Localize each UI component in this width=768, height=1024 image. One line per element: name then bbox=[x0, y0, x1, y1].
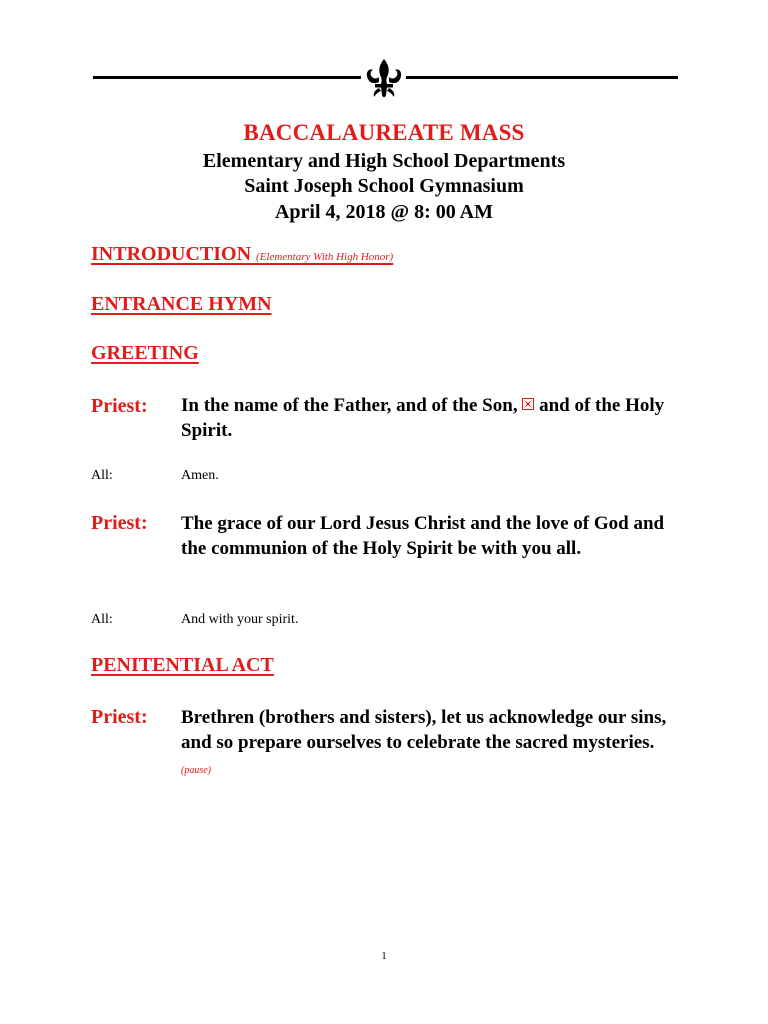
section-penitential-act: PENITENTIAL ACT bbox=[91, 654, 274, 676]
priest-speech-3 bbox=[181, 705, 681, 783]
introduction-note: (Elementary With High Honor) bbox=[256, 251, 394, 263]
priest-speech-3-text: Brethren (brothers and sisters), let us acknowledge our sins, and so prepare ourselves to celebrate the sacred mysteries. bbox=[181, 707, 667, 753]
priest-label-2: Priest: bbox=[91, 512, 148, 534]
response-label-1: All: bbox=[91, 468, 113, 483]
section-introduction-label: INTRODUCTION bbox=[91, 243, 252, 265]
priest-speech-1 bbox=[181, 393, 681, 443]
response-label-2: All: bbox=[91, 612, 113, 627]
pause-note: (pause) bbox=[181, 765, 211, 776]
date-line: April 4, 2018 @ 8: 00 AM bbox=[274, 201, 494, 223]
fleur-de-lis-icon bbox=[360, 55, 408, 103]
venue-line: Saint Joseph School Gymnasium bbox=[244, 175, 524, 197]
priest-label-1: Priest: bbox=[91, 395, 148, 417]
response-text-2: And with your spirit. bbox=[181, 612, 299, 627]
priest-speech-1-part-b: and of the Holy Spirit. bbox=[181, 395, 665, 441]
document-title: BACCALAUREATE MASS bbox=[243, 120, 525, 145]
response-text-1: Amen. bbox=[181, 468, 219, 483]
page-number: 1 bbox=[381, 950, 387, 962]
priest-speech-1-part-a: In the name of the Father, and of the Son, bbox=[181, 395, 523, 416]
ornament-rule-right bbox=[406, 76, 678, 79]
priest-speech-2: The grace of our Lord Jesus Christ and the love of God and the communion of the Holy Spirit be with you all. bbox=[181, 513, 665, 559]
section-entrance-hymn: ENTRANCE HYMN bbox=[91, 293, 272, 315]
section-greeting: GREETING bbox=[91, 342, 199, 364]
section-introduction bbox=[91, 243, 393, 266]
cross-icon bbox=[522, 398, 534, 410]
ornament-rule-left bbox=[93, 76, 361, 79]
departments-line: Elementary and High School Departments bbox=[202, 150, 566, 172]
priest-label-3: Priest: bbox=[91, 706, 148, 728]
